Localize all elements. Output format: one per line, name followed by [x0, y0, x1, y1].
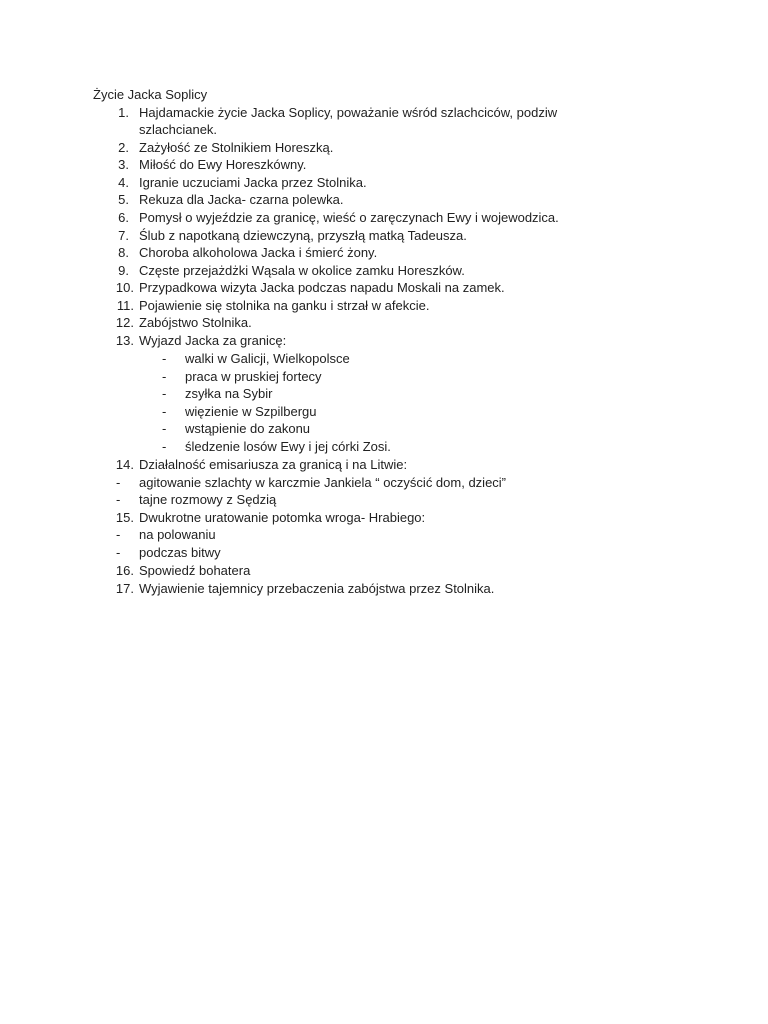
dash-bullet: -: [116, 527, 121, 542]
sub-list-item-text: wstąpienie do zakonu: [185, 421, 311, 436]
list-item-text: Wyjazd Jacka za granicę:: [139, 333, 287, 348]
list-item-number: 12.: [115, 315, 134, 330]
sub-list-item-text: na polowaniu: [139, 527, 216, 542]
list-item-text: Działalność emisariusza za granicą i na Litwie:: [139, 457, 408, 472]
list-item-number: 17.: [115, 581, 134, 596]
list-item-text: Pomysł o wyjeździe za granicę, wieść o zaręczynach Ewy i wojewodzica.: [139, 210, 559, 225]
sub-list-item-text: podczas bitwy: [139, 545, 221, 560]
list-item-text: Przypadkowa wizyta Jacka podczas napadu Moskali na zamek.: [139, 280, 505, 295]
list-item-number: 8.: [118, 245, 129, 260]
list-item-text: Dwukrotne uratowanie potomka wroga- Hrabiego:: [139, 510, 426, 525]
list-item-number: 16.: [115, 563, 134, 578]
dash-bullet: -: [162, 421, 167, 436]
page-title: Życie Jacka Soplicy: [93, 87, 208, 102]
list-item-number: 3.: [118, 157, 129, 172]
dash-bullet: -: [162, 351, 167, 366]
list-item-text: Wyjawienie tajemnicy przebaczenia zabójstwa przez Stolnika.: [139, 581, 495, 596]
list-item-number: 13.: [115, 333, 134, 348]
list-item-text: Choroba alkoholowa Jacka i śmierć żony.: [139, 245, 378, 260]
sub-list-item-text: śledzenie losów Ewy i jej córki Zosi.: [185, 439, 391, 454]
sub-list-item-text: praca w pruskiej fortecy: [185, 369, 322, 384]
list-item-number: 10.: [115, 280, 134, 295]
dash-bullet: -: [162, 404, 167, 419]
list-item-number: 11.: [116, 298, 134, 313]
list-item-text: Zabójstwo Stolnika.: [139, 315, 252, 330]
list-item-text: Rekuza dla Jacka- czarna polewka.: [139, 192, 344, 207]
dash-bullet: -: [116, 492, 121, 507]
list-item-number: 6.: [118, 210, 129, 225]
list-item-text: Zażyłość ze Stolnikiem Horeszką.: [139, 140, 334, 155]
sub-list-item-text: tajne rozmowy z Sędzią: [139, 492, 277, 507]
list-item-number: 9.: [118, 263, 129, 278]
list-item-number: 2.: [118, 140, 129, 155]
list-item-text: szlachcianek.: [139, 122, 218, 137]
sub-list-item-text: agitowanie szlachty w karczmie Jankiela “ oczyścić dom, dzieci”: [139, 475, 507, 490]
list-item-number: 7.: [118, 228, 129, 243]
list-item-text: Spowiedź bohatera: [139, 563, 251, 578]
sub-list-item-text: walki w Galicji, Wielkopolsce: [185, 351, 350, 366]
list-item-text: Miłość do Ewy Horeszkówny.: [139, 157, 307, 172]
list-item-number: 14.: [115, 457, 134, 472]
list-item-number: 15.: [115, 510, 134, 525]
list-item-text: Igranie uczuciami Jacka przez Stolnika.: [139, 175, 367, 190]
dash-bullet: -: [162, 439, 167, 454]
sub-list-item-text: więzienie w Szpilbergu: [185, 404, 317, 419]
dash-bullet: -: [116, 475, 121, 490]
list-item-text: Ślub z napotkaną dziewczyną, przyszłą matką Tadeusza.: [139, 228, 467, 243]
list-item-text: Hajdamackie życie Jacka Soplicy, poważanie wśród szlachciców, podziw: [139, 105, 558, 120]
list-item-number: 1.: [118, 105, 129, 120]
list-item-text: Częste przejażdżki Wąsala w okolice zamku Horeszków.: [139, 263, 465, 278]
list-item-number: 5.: [118, 192, 129, 207]
list-item-text: Pojawienie się stolnika na ganku i strzał w afekcie.: [139, 298, 430, 313]
list-item-number: 4.: [118, 175, 129, 190]
dash-bullet: -: [116, 545, 121, 560]
sub-list-item-text: zsyłka na Sybir: [185, 386, 273, 401]
dash-bullet: -: [162, 386, 167, 401]
dash-bullet: -: [162, 369, 167, 384]
